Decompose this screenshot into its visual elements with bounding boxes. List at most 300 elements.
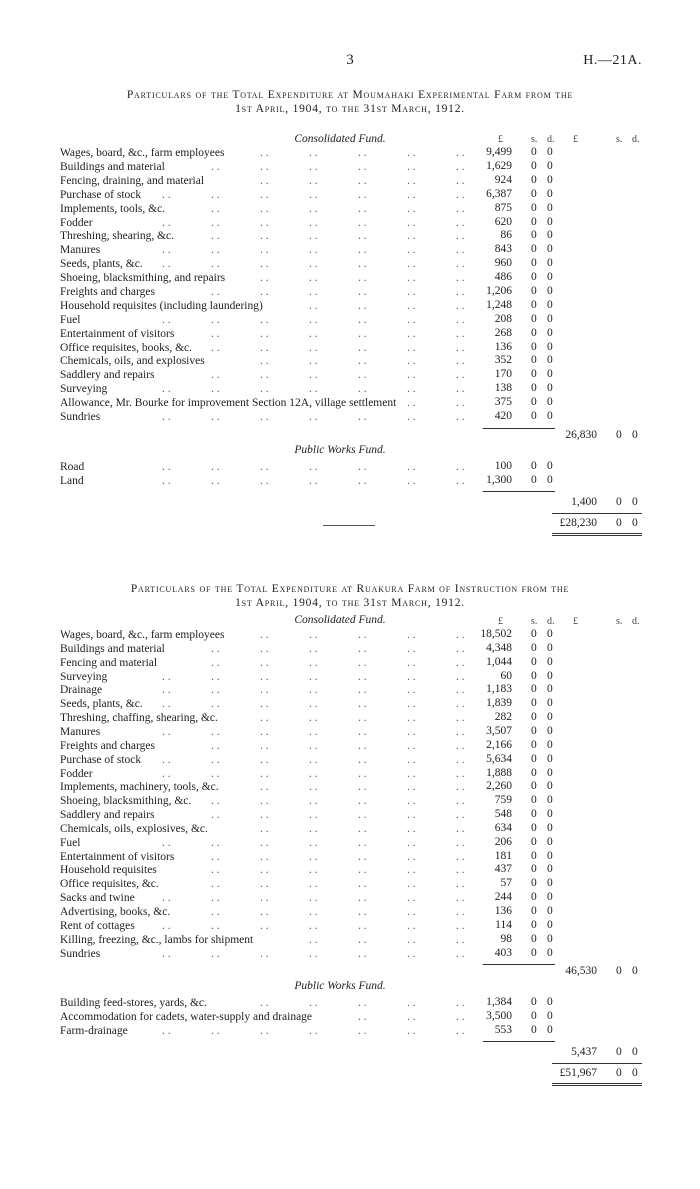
leader-dot: . . xyxy=(211,795,220,807)
leader-dot: . . xyxy=(260,948,269,960)
leader-dot: . . xyxy=(456,795,465,807)
consolidated-item-row xyxy=(0,670,700,684)
leader-dot: . . xyxy=(211,878,220,890)
consolidated-item-row xyxy=(0,202,700,216)
leader-dot: . . xyxy=(260,244,269,256)
pence-value: 0 xyxy=(547,836,553,848)
leader-dot: . . xyxy=(407,684,416,696)
shillings-value: 0 xyxy=(531,271,537,283)
leader-dot: . . xyxy=(407,397,416,409)
item-label: Buildings and material xyxy=(60,643,165,655)
leader-dot: . . xyxy=(211,864,220,876)
leader-dot: . . xyxy=(260,837,269,849)
pence-value: 0 xyxy=(547,767,553,779)
pence-value: 0 xyxy=(547,382,553,394)
leader-dot: . . xyxy=(309,768,318,780)
item-label: Fencing and material xyxy=(60,657,158,669)
column-header: £ xyxy=(498,616,503,627)
leader-dot: . . xyxy=(309,461,318,473)
leader-dot: . . xyxy=(162,892,171,904)
total-pence: 0 xyxy=(632,429,638,441)
pence-value: 0 xyxy=(547,313,553,325)
pence-value: 0 xyxy=(547,877,553,889)
leader-dot: . . xyxy=(456,657,465,669)
leader-dot: . . xyxy=(211,411,220,423)
pence-value: 0 xyxy=(547,905,553,917)
leader-dot: . . xyxy=(456,997,465,1009)
pence-value: 0 xyxy=(547,656,553,668)
leader-dot: . . xyxy=(309,948,318,960)
leader-dot: . . xyxy=(456,837,465,849)
public-works-item-row xyxy=(0,1010,700,1024)
shillings-value: 0 xyxy=(531,327,537,339)
item-label: Saddlery and repairs xyxy=(60,809,155,821)
consolidated-item-row xyxy=(0,188,700,202)
pence-value: 0 xyxy=(547,739,553,751)
leader-dot: . . xyxy=(358,809,367,821)
leader-dot: . . xyxy=(309,892,318,904)
consolidated-item-row xyxy=(0,410,700,424)
consolidated-item-row xyxy=(0,725,700,739)
shillings-value: 0 xyxy=(531,905,537,917)
shillings-value: 0 xyxy=(531,697,537,709)
pence-value: 0 xyxy=(547,160,553,172)
leader-dot: . . xyxy=(456,147,465,159)
leader-dot: . . xyxy=(358,629,367,641)
leader-dot: . . xyxy=(162,461,171,473)
leader-dot: . . xyxy=(407,906,416,918)
shillings-value: 0 xyxy=(531,160,537,172)
consolidated-item-row xyxy=(0,257,700,271)
total-pence: 0 xyxy=(632,1046,638,1058)
item-label: Office requisites, books, &c. xyxy=(60,342,193,354)
pence-value: 0 xyxy=(547,341,553,353)
shillings-value: 0 xyxy=(531,725,537,737)
consolidated-item-row xyxy=(0,850,700,864)
pence-value: 0 xyxy=(547,919,553,931)
shillings-value: 0 xyxy=(531,354,537,366)
leader-dot: . . xyxy=(211,698,220,710)
leader-dot: . . xyxy=(309,300,318,312)
leader-dot: . . xyxy=(309,809,318,821)
leader-dot: . . xyxy=(260,712,269,724)
leader-dot: . . xyxy=(162,411,171,423)
leader-dot: . . xyxy=(407,272,416,284)
leader-dot: . . xyxy=(309,161,318,173)
leader-dot: . . xyxy=(358,461,367,473)
leader-dot: . . xyxy=(456,411,465,423)
consolidated-item-row xyxy=(0,863,700,877)
item-label: Household requisites (including laundering) xyxy=(60,300,263,312)
leader-dot: . . xyxy=(309,629,318,641)
shillings-value: 0 xyxy=(531,146,537,158)
column-header: s. xyxy=(616,134,623,145)
leader-dot: . . xyxy=(358,768,367,780)
leader-dot: . . xyxy=(456,698,465,710)
leader-dot: . . xyxy=(211,657,220,669)
item-label: Accommodation for cadets, water-supply and drainage xyxy=(60,1011,313,1023)
pounds-value: 282 xyxy=(494,711,512,723)
shillings-value: 0 xyxy=(531,188,537,200)
leader-dot: . . xyxy=(407,629,416,641)
item-label: Advertising, books, &c. xyxy=(60,906,171,918)
grand-total-rule xyxy=(552,1063,642,1064)
leader-dot: . . xyxy=(358,189,367,201)
column-header: £ xyxy=(498,134,503,145)
leader-dot: . . xyxy=(407,864,416,876)
leader-dot: . . xyxy=(309,712,318,724)
consolidated-item-row xyxy=(0,396,700,410)
pence-value: 0 xyxy=(547,271,553,283)
item-label: Fuel xyxy=(60,837,81,849)
item-label: Fuel xyxy=(60,314,81,326)
column-header: s. xyxy=(531,134,538,145)
shillings-value: 0 xyxy=(531,642,537,654)
consolidated-item-row xyxy=(0,780,700,794)
section-title-line-1: Particulars of the Total Expenditure at Moumahaki Experimental Farm from the xyxy=(126,89,574,101)
pounds-value: 1,044 xyxy=(486,656,512,668)
consolidated-item-row xyxy=(0,271,700,285)
leader-dot: . . xyxy=(407,712,416,724)
pence-value: 0 xyxy=(547,711,553,723)
item-label: Purchase of stock xyxy=(60,189,142,201)
total-shillings: 0 xyxy=(616,496,622,508)
section-title-line-1: Particulars of the Total Expenditure at Ruakura Farm of Instruction from the xyxy=(130,583,570,595)
leader-dot: . . xyxy=(260,823,269,835)
leader-dot: . . xyxy=(358,920,367,932)
leader-dot: . . xyxy=(309,475,318,487)
public-works-item-row xyxy=(0,1024,700,1038)
leader-dot: . . xyxy=(407,461,416,473)
pounds-value: 18,502 xyxy=(480,628,512,640)
leader-dot: . . xyxy=(260,629,269,641)
item-label: Road xyxy=(60,461,85,473)
pounds-value: 136 xyxy=(494,341,512,353)
pounds-value: 100 xyxy=(494,460,512,472)
leader-dot: . . xyxy=(211,314,220,326)
pence-value: 0 xyxy=(547,1010,553,1022)
leader-dot: . . xyxy=(456,244,465,256)
leader-dot: . . xyxy=(211,383,220,395)
pounds-value: 4,348 xyxy=(486,642,512,654)
leader-dot: . . xyxy=(162,754,171,766)
shillings-value: 0 xyxy=(531,767,537,779)
pence-value: 0 xyxy=(547,933,553,945)
item-label: Saddlery and repairs xyxy=(60,369,155,381)
consolidated-fund-heading: Consolidated Fund. xyxy=(294,133,386,145)
pounds-value: 553 xyxy=(494,1024,512,1036)
pence-value: 0 xyxy=(547,642,553,654)
pounds-value: 924 xyxy=(494,174,512,186)
leader-dot: . . xyxy=(358,1011,367,1023)
leader-dot: . . xyxy=(358,383,367,395)
item-label: Shoeing, blacksmithing, &c. xyxy=(60,795,192,807)
pounds-value: 875 xyxy=(494,202,512,214)
leader-dot: . . xyxy=(456,475,465,487)
leader-dot: . . xyxy=(162,948,171,960)
leader-dot: . . xyxy=(358,230,367,242)
paper-reference: H.—21A. xyxy=(583,53,642,68)
leader-dot: . . xyxy=(407,920,416,932)
consolidated-item-row xyxy=(0,327,700,341)
leader-dot: . . xyxy=(407,355,416,367)
leader-dot: . . xyxy=(456,369,465,381)
leader-dot: . . xyxy=(211,461,220,473)
leader-dot: . . xyxy=(358,698,367,710)
pounds-value: 634 xyxy=(494,822,512,834)
pence-value: 0 xyxy=(547,891,553,903)
pence-value: 0 xyxy=(547,947,553,959)
leader-dot: . . xyxy=(309,189,318,201)
shillings-value: 0 xyxy=(531,174,537,186)
leader-dot: . . xyxy=(407,809,416,821)
consolidated-item-row xyxy=(0,933,700,947)
leader-dot: . . xyxy=(358,781,367,793)
item-label: Seeds, plants, &c. xyxy=(60,258,143,270)
leader-dot: . . xyxy=(309,795,318,807)
leader-dot: . . xyxy=(358,754,367,766)
leader-dot: . . xyxy=(407,161,416,173)
leader-dot: . . xyxy=(456,314,465,326)
leader-dot: . . xyxy=(211,726,220,738)
leader-dot: . . xyxy=(407,342,416,354)
leader-dot: . . xyxy=(211,768,220,780)
leader-dot: . . xyxy=(456,272,465,284)
leader-dot: . . xyxy=(260,369,269,381)
consolidated-item-row xyxy=(0,341,700,355)
leader-dot: . . xyxy=(260,161,269,173)
shillings-value: 0 xyxy=(531,460,537,472)
public-works-total: 5,437 xyxy=(571,1046,597,1058)
pounds-value: 437 xyxy=(494,863,512,875)
pounds-value: 98 xyxy=(500,933,512,945)
consolidated-item-row xyxy=(0,767,700,781)
leader-dot: . . xyxy=(407,189,416,201)
leader-dot: . . xyxy=(456,864,465,876)
pounds-value: 759 xyxy=(494,794,512,806)
item-label: Implements, machinery, tools, &c. xyxy=(60,781,219,793)
leader-dot: . . xyxy=(309,754,318,766)
public-works-fund-heading: Public Works Fund. xyxy=(294,980,386,992)
leader-dot: . . xyxy=(456,175,465,187)
pence-value: 0 xyxy=(547,188,553,200)
item-label: Threshing, chaffing, shearing, &c. xyxy=(60,712,218,724)
shillings-value: 0 xyxy=(531,257,537,269)
leader-dot: . . xyxy=(260,920,269,932)
leader-dot: . . xyxy=(211,203,220,215)
leader-dot: . . xyxy=(407,300,416,312)
shillings-value: 0 xyxy=(531,863,537,875)
leader-dot: . . xyxy=(260,997,269,1009)
leader-dot: . . xyxy=(358,684,367,696)
pence-value: 0 xyxy=(547,822,553,834)
pounds-value: 181 xyxy=(494,850,512,862)
leader-dot: . . xyxy=(358,244,367,256)
leader-dot: . . xyxy=(260,383,269,395)
section-subtitle xyxy=(60,102,640,116)
leader-dot: . . xyxy=(407,997,416,1009)
item-label: Entertainment of visitors xyxy=(60,328,175,340)
consolidated-item-row xyxy=(0,808,700,822)
leader-dot: . . xyxy=(407,948,416,960)
leader-dot: . . xyxy=(456,189,465,201)
grand-total-pence: 0 xyxy=(632,517,638,529)
leader-dot: . . xyxy=(407,383,416,395)
leader-dot: . . xyxy=(260,272,269,284)
leader-dot: . . xyxy=(358,328,367,340)
leader-dot: . . xyxy=(358,671,367,683)
pence-value: 0 xyxy=(547,460,553,472)
leader-dot: . . xyxy=(309,411,318,423)
pence-value: 0 xyxy=(547,285,553,297)
item-label: Rent of cottages xyxy=(60,920,135,932)
leader-dot: . . xyxy=(260,892,269,904)
leader-dot: . . xyxy=(456,712,465,724)
pounds-value: 9,499 xyxy=(486,146,512,158)
leader-dot: . . xyxy=(211,342,220,354)
shillings-value: 0 xyxy=(531,808,537,820)
consolidated-item-row xyxy=(0,160,700,174)
consolidated-item-row xyxy=(0,229,700,243)
leader-dot: . . xyxy=(162,189,171,201)
pence-value: 0 xyxy=(547,863,553,875)
leader-dot: . . xyxy=(358,864,367,876)
pounds-value: 244 xyxy=(494,891,512,903)
leader-dot: . . xyxy=(407,837,416,849)
item-label: Chemicals, oils, explosives, &c. xyxy=(60,823,208,835)
leader-dot: . . xyxy=(456,286,465,298)
item-label: Sacks and twine xyxy=(60,892,135,904)
shillings-value: 0 xyxy=(531,822,537,834)
consolidated-fund-heading: Consolidated Fund. xyxy=(294,614,386,626)
leader-dot: . . xyxy=(260,342,269,354)
leader-dot: . . xyxy=(260,878,269,890)
leader-dot: . . xyxy=(260,461,269,473)
pounds-value: 960 xyxy=(494,257,512,269)
leader-dot: . . xyxy=(309,355,318,367)
leader-dot: . . xyxy=(358,851,367,863)
pounds-value: 60 xyxy=(500,670,512,682)
grand-total: £28,230 xyxy=(559,517,597,529)
pounds-value: 3,507 xyxy=(486,725,512,737)
column-header: £ xyxy=(573,616,578,627)
leader-dot: . . xyxy=(456,300,465,312)
shillings-value: 0 xyxy=(531,368,537,380)
consolidated-item-row xyxy=(0,891,700,905)
leader-dot: . . xyxy=(211,809,220,821)
leader-dot: . . xyxy=(211,286,220,298)
leader-dot: . . xyxy=(211,258,220,270)
column-header: d. xyxy=(632,134,640,145)
leader-dot: . . xyxy=(407,328,416,340)
leader-dot: . . xyxy=(211,1025,220,1037)
leader-dot: . . xyxy=(309,920,318,932)
leader-dot: . . xyxy=(260,698,269,710)
leader-dot: . . xyxy=(162,726,171,738)
leader-dot: . . xyxy=(358,892,367,904)
pence-value: 0 xyxy=(547,753,553,765)
column-header: s. xyxy=(616,616,623,627)
item-label: Seeds, plants, &c. xyxy=(60,698,143,710)
grand-total-pence: 0 xyxy=(632,1067,638,1079)
leader-dot: . . xyxy=(309,328,318,340)
shillings-value: 0 xyxy=(531,711,537,723)
leader-dot: . . xyxy=(358,369,367,381)
grand-total-rule xyxy=(552,513,642,514)
leader-dot: . . xyxy=(358,948,367,960)
leader-dot: . . xyxy=(358,878,367,890)
shillings-value: 0 xyxy=(531,656,537,668)
leader-dot: . . xyxy=(456,230,465,242)
leader-dot: . . xyxy=(260,754,269,766)
leader-dot: . . xyxy=(260,781,269,793)
pounds-value: 620 xyxy=(494,216,512,228)
leader-dot: . . xyxy=(309,342,318,354)
item-label: Office requisites, &c. xyxy=(60,878,159,890)
leader-dot: . . xyxy=(162,671,171,683)
leader-dot: . . xyxy=(162,1025,171,1037)
pounds-value: 1,384 xyxy=(486,996,512,1008)
shillings-value: 0 xyxy=(531,739,537,751)
leader-dot: . . xyxy=(162,768,171,780)
leader-dot: . . xyxy=(456,948,465,960)
leader-dot: . . xyxy=(309,657,318,669)
shillings-value: 0 xyxy=(531,216,537,228)
leader-dot: . . xyxy=(456,740,465,752)
leader-dot: . . xyxy=(260,726,269,738)
leader-dot: . . xyxy=(358,795,367,807)
leader-dot: . . xyxy=(260,864,269,876)
shillings-value: 0 xyxy=(531,382,537,394)
pence-value: 0 xyxy=(547,794,553,806)
pounds-value: 375 xyxy=(494,396,512,408)
leader-dot: . . xyxy=(407,781,416,793)
grand-total-double-rule xyxy=(552,533,642,536)
leader-dot: . . xyxy=(309,314,318,326)
pence-value: 0 xyxy=(547,697,553,709)
leader-dot: . . xyxy=(407,217,416,229)
pounds-value: 206 xyxy=(494,836,512,848)
leader-dot: . . xyxy=(260,851,269,863)
consolidated-item-row xyxy=(0,683,700,697)
item-label: Sundries xyxy=(60,948,101,960)
item-label: Farm-drainage xyxy=(60,1025,128,1037)
leader-dot: . . xyxy=(407,314,416,326)
leader-dot: . . xyxy=(407,258,416,270)
leader-dot: . . xyxy=(309,837,318,849)
subtotal-rule xyxy=(483,428,555,429)
shillings-value: 0 xyxy=(531,877,537,889)
leader-dot: . . xyxy=(358,286,367,298)
leader-dot: . . xyxy=(260,411,269,423)
pence-value: 0 xyxy=(547,628,553,640)
pence-value: 0 xyxy=(547,368,553,380)
pounds-value: 3,500 xyxy=(486,1010,512,1022)
leader-dot: . . xyxy=(260,671,269,683)
consolidated-item-row xyxy=(0,739,700,753)
column-header: d. xyxy=(632,616,640,627)
leader-dot: . . xyxy=(211,369,220,381)
leader-dot: . . xyxy=(309,383,318,395)
leader-dot: . . xyxy=(407,411,416,423)
pounds-value: 548 xyxy=(494,808,512,820)
shillings-value: 0 xyxy=(531,836,537,848)
leader-dot: . . xyxy=(407,851,416,863)
item-label: Surveying xyxy=(60,383,108,395)
pence-value: 0 xyxy=(547,474,553,486)
leader-dot: . . xyxy=(162,837,171,849)
leader-dot: . . xyxy=(456,342,465,354)
